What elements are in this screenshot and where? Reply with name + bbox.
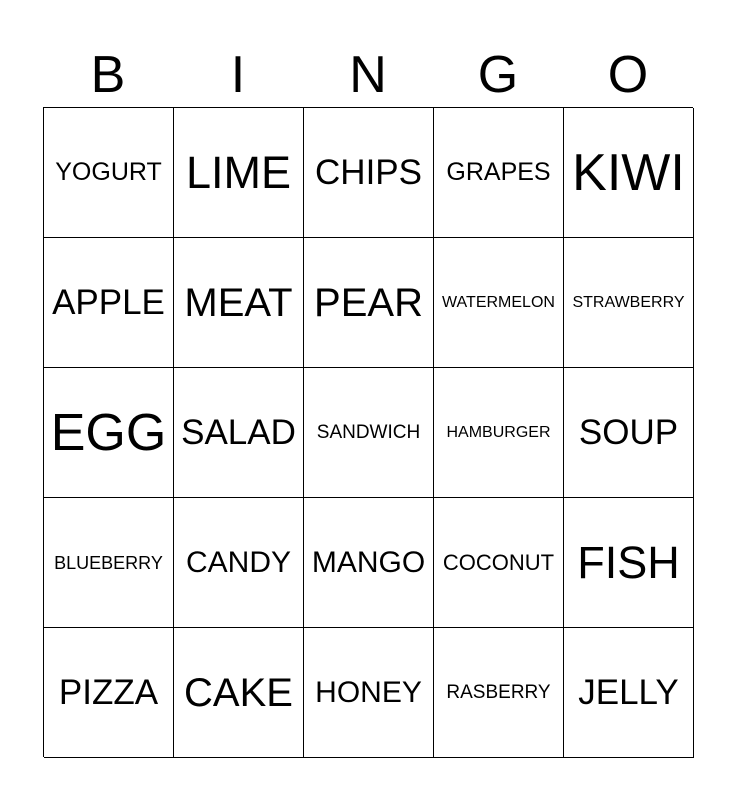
bingo-cell[interactable]: SANDWICH [304,368,434,498]
bingo-cell[interactable]: APPLE [44,238,174,368]
bingo-cell[interactable]: BLUEBERRY [44,498,174,628]
bingo-cell[interactable]: PIZZA [44,628,174,758]
bingo-cell[interactable]: CAKE [174,628,304,758]
bingo-cell[interactable]: STRAWBERRY [564,238,694,368]
bingo-cell[interactable]: RASBERRY [434,628,564,758]
bingo-header [43,42,693,108]
header-letter-n: N [349,46,387,104]
bingo-cell[interactable]: KIWI [564,108,694,238]
header-letter-g: G [477,46,519,104]
bingo-cell[interactable]: GRAPES [434,108,564,238]
bingo-cell[interactable]: YOGURT [44,108,174,238]
bingo-grid [43,107,693,757]
bingo-cell[interactable]: LIME [174,108,304,238]
bingo-cell[interactable]: WATERMELON [434,238,564,368]
bingo-cell[interactable]: SALAD [174,368,304,498]
bingo-cell[interactable]: CHIPS [304,108,434,238]
bingo-cell[interactable]: MANGO [304,498,434,628]
bingo-cell[interactable]: HAMBURGER [434,368,564,498]
header-letter-b: B [90,46,126,104]
bingo-cell[interactable]: PEAR [304,238,434,368]
bingo-cell[interactable]: CANDY [174,498,304,628]
bingo-cell[interactable]: MEAT [174,238,304,368]
bingo-cell[interactable]: HONEY [304,628,434,758]
header-letter-i: I [230,46,246,104]
bingo-cell[interactable]: FISH [564,498,694,628]
bingo-cell[interactable]: SOUP [564,368,694,498]
bingo-cell[interactable]: EGG [44,368,174,498]
bingo-cell[interactable]: COCONUT [434,498,564,628]
bingo-cell[interactable]: JELLY [564,628,694,758]
header-letter-o: O [607,46,649,104]
